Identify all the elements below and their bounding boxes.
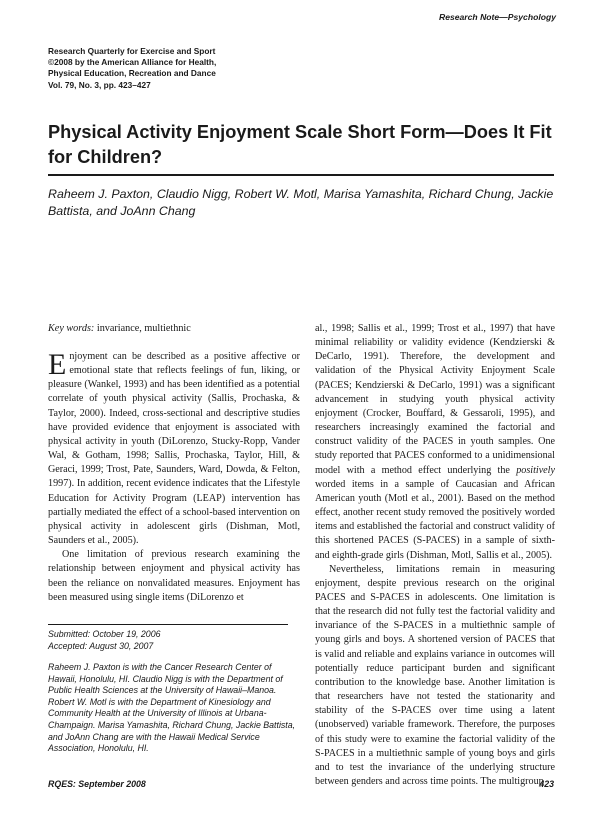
journal-publisher: Physical Education, Recreation and Dance — [48, 68, 216, 79]
submission-dates — [48, 628, 300, 652]
keywords-label: Key words: — [48, 323, 95, 334]
journal-info — [48, 46, 248, 91]
title-rule — [48, 174, 554, 176]
paragraph-1 — [48, 350, 300, 548]
left-column — [48, 350, 300, 605]
paragraph-3-text-b: worded items in a sample of Caucasian and African American youth (Motl et al., 2001). Based on the method effect, another recent study removed the positively worded items and established the factorial and construct validity of this shortened PACES (S-PACES) in a sample of sixth- and eighth-grade girls (Dishman, Motl, Sallis et al., 2005). — [315, 478, 555, 561]
author-list: Raheem J. Paxton, Claudio Nigg, Robert W. Motl, Marisa Yamashita, Richard Chung, Jackie Battista, and JoAnn Chang — [48, 187, 554, 218]
paragraph-3-text-a: al., 1998; Sallis et al., 1999; Trost et al., 1997) that have minimal reliability or validity evidence (Kendzierski & DeCarlo, 1991). Therefore, the development and validation of the Physical Activity Enjoyment Scale (PACES; Kendzierski & DeCarlo, 1991) was a significant advancement in studying youth physical activity enjoyment (Crocker, Bouffard, & Gessaroli, 1995), and researchers increasingly examined the factorial and construct validity of the PACES in youth samples. One study reported that PACES conformed to a unidimensional model with a method effect underlying the — [315, 323, 555, 476]
submitted-date: Submitted: October 19, 2006 — [48, 629, 161, 639]
paragraph-1-text: njoyment can be described as a positive affective or emotional state that reflects feelings of fun, liking, or pleasure (Wankel, 1993) and has been identified as a potential correlate of youth physical activity (Sallis, Prochaska, & Taylor, 2000). Indeed, cross-sectional and descriptive studies have provided evidence that enjoyment is associated with physical activity in youth (DiLorenzo, Stucky-Ropp, Vander Wal, & Gotham, 1998; Sallis, Prochaska, Taylor, Hill, & Geraci, 1999; Trost, Pate, Saunders, Ward, Dowda, & Felton, 1997). In addition, recent evidence indicates that the Lifestyle Education for Activity Program (LEAP) intervention has partially mediated the effect of a school-based intervention on physical activity in adolescent girls (Dishman, Motl, Saunders et al., 2005). — [48, 351, 300, 547]
accepted-date: Accepted: August 30, 2007 — [48, 641, 154, 651]
page-number: 423 — [539, 779, 554, 789]
footer-issue: RQES: September 2008 — [48, 779, 146, 789]
paragraph-2: One limitation of previous research examining the relationship between enjoyment and physical activity has been the reliance on nonvalidated measures. Enjoyment has been measured using single items (DiLorenzo et — [48, 549, 300, 603]
drop-cap: E — [48, 348, 67, 381]
journal-volume: Vol. 79, No. 3, pp. 423–427 — [48, 79, 151, 90]
paragraph-3-emphasis: positively — [516, 464, 555, 476]
journal-name: Research Quarterly for Exercise and Sport — [48, 46, 216, 56]
right-column — [315, 322, 555, 789]
footnote-rule — [48, 624, 288, 625]
keywords — [48, 322, 300, 336]
paragraph-3 — [315, 322, 555, 563]
author-affiliations: Raheem J. Paxton is with the Cancer Research Center of Hawaii, Honolulu, HI. Claudio Nigg is with the Department of Public Health Sciences at the University of Hawaii–Manoa. Robert W. Motl is with the Department of Kinesiology and Community Health at the University of Illinois at Urbana-Champaign. Marisa Yamashita, Richard Chung, Jackie Battista, and JoAnn Chang are with the Hawaii Medical Service Association, Honolulu, HI. — [48, 662, 296, 754]
article-title: Physical Activity Enjoyment Scale Short Form—Does It Fit for Children? — [48, 122, 552, 167]
journal-copyright: ©2008 by the American Alliance for Health, — [48, 57, 217, 68]
keywords-text: invariance, multiethnic — [94, 323, 191, 334]
section-tag: Research Note—Psychology — [438, 12, 556, 22]
paragraph-4: Nevertheless, limitations remain in measuring enjoyment, despite previous research on the original PACES and S-PACES in adolescents. One limitation is that the research did not fully test the factorial validity and invariance of the S-PACES in a multiethnic sample of young girls and boys. A shortened version of PACES that is valid and reliable and explains variance in outcomes will potentially reduce participant burden and significant contribution to the knowledge base. Another limitation is that researchers have not tested the stationarity and stability of the S-PACES over time using a latent (unobserved) variable framework. Therefore, the purposes of this study were to examine the factorial validity of the S-PACES in a multiethnic sample of young boys and girls and to test the invariance of the underlying structure between genders and across time points. The multigroup — [315, 563, 555, 787]
